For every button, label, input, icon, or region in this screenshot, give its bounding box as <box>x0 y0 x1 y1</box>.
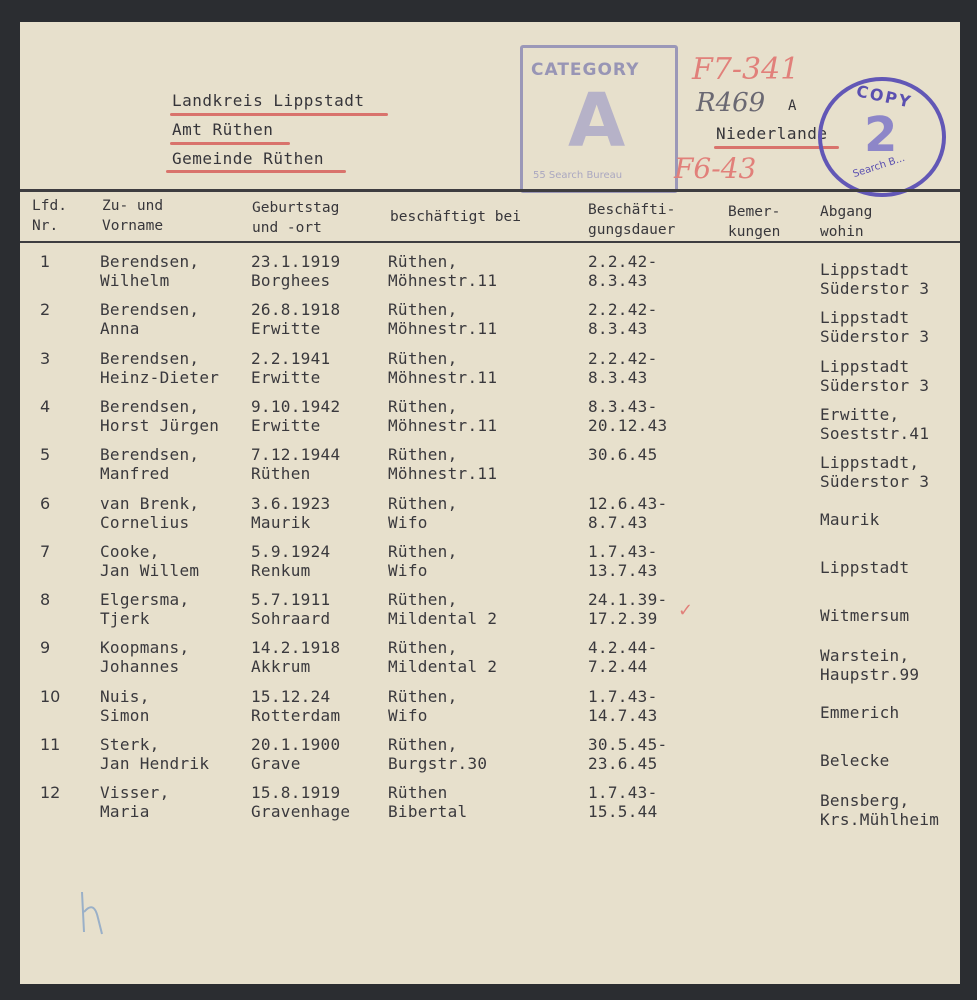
header-amt: Amt Rüthen <box>172 120 274 139</box>
stamp-category-label: CATEGORY <box>531 60 640 80</box>
cell-birth <box>251 783 350 821</box>
cell-destination <box>820 791 939 829</box>
column-header-duration: Beschäfti- gungsdauer <box>588 202 676 238</box>
cell-destination <box>820 646 919 684</box>
cell-destination <box>820 357 929 395</box>
cell-name <box>100 783 170 821</box>
cell-name-line: Simon <box>100 705 150 725</box>
cell-destination-line: Lippstadt <box>820 356 910 376</box>
cell-duration-line: 30.5.45- <box>588 735 668 754</box>
cell-birth-line: Akkrum <box>251 657 311 677</box>
pencil-mark-icon <box>76 888 110 938</box>
copy-stamp-digit: 2 <box>864 107 898 163</box>
cell-duration <box>588 252 658 290</box>
cell-birth <box>251 445 340 483</box>
cell-nr <box>40 638 50 657</box>
cell-name <box>100 300 199 338</box>
cell-name-line: Nuis, <box>100 686 150 706</box>
cell-name <box>100 397 219 435</box>
handwritten-code-bottom: F6-43 <box>674 152 757 185</box>
cell-destination-line: Lippstadt <box>820 308 910 328</box>
cell-duration <box>588 445 658 464</box>
cell-duration-line: 8.3.43 <box>588 319 648 339</box>
cell-destination-line: Haupstr.99 <box>820 665 920 685</box>
cell-employer-line: Rüthen, <box>388 445 458 465</box>
cell-duration <box>588 542 658 580</box>
cell-nr-line: 11 <box>40 735 61 754</box>
header-country: Niederlande <box>716 124 828 143</box>
cell-name-line: Johannes <box>100 657 180 677</box>
cell-birth-line: Borghees <box>251 271 331 290</box>
cell-birth-line: Erwitte <box>251 415 321 435</box>
cell-name-line: Maria <box>100 802 150 822</box>
cell-employer-line: Rüthen, <box>388 252 458 271</box>
cell-name <box>100 252 199 290</box>
cell-duration <box>588 590 667 628</box>
cell-nr <box>40 397 50 416</box>
cell-duration-line: 2.2.42- <box>588 252 658 271</box>
column-header-name: Zu- und Vorname <box>102 198 164 234</box>
cell-destination-line: Süderstor 3 <box>820 327 930 347</box>
cell-employer-line: Wifo <box>388 560 428 580</box>
cell-employer-line: Rüthen, <box>388 541 458 561</box>
cell-employer <box>388 397 497 435</box>
cell-name <box>100 590 189 628</box>
cell-destination <box>820 606 909 625</box>
cell-duration-line: 8.3.43 <box>588 367 648 387</box>
cell-duration-line: 20.12.43 <box>588 415 668 435</box>
header-gemeinde: Gemeinde Rüthen <box>172 149 324 168</box>
cell-employer <box>388 735 487 773</box>
cell-birth-line: 20.1.1900 <box>251 735 341 754</box>
cell-destination-line: Witmersum <box>820 606 910 626</box>
stamp-category-letter: A <box>568 78 626 164</box>
cell-birth-line: 14.2.1918 <box>251 638 341 658</box>
cell-name <box>100 542 199 580</box>
cell-employer-line: Rüthen, <box>388 735 458 754</box>
cell-employer-line: Möhnestr.11 <box>388 415 498 435</box>
header-underline <box>170 113 388 116</box>
cell-nr-line: 7 <box>40 541 51 561</box>
cell-employer-line: Rüthen, <box>388 686 458 706</box>
cell-destination-line: Lippstadt <box>820 557 910 577</box>
cell-birth-line: 7.12.1944 <box>251 445 341 465</box>
cell-destination-line: Belecke <box>820 751 890 770</box>
header-landkreis: Landkreis Lippstadt <box>172 91 365 110</box>
cell-employer-line: Rüthen <box>388 783 448 803</box>
cell-duration-line: 1.7.43- <box>588 541 658 561</box>
cell-birth-line: Sohraard <box>251 609 331 629</box>
cell-employer-line: Rüthen, <box>388 638 458 658</box>
cell-name-line: Sterk, <box>100 735 160 754</box>
cell-name <box>100 687 150 725</box>
cell-name <box>100 735 209 773</box>
cell-destination-line: Soeststr.41 <box>820 423 930 443</box>
cell-duration <box>588 638 658 676</box>
cell-birth <box>251 300 340 338</box>
check-mark-icon: ✓ <box>678 600 694 621</box>
cell-duration <box>588 300 658 338</box>
cell-birth <box>251 638 340 676</box>
column-header-destination: Abgang wohin <box>820 204 873 240</box>
cell-duration-line: 2.2.42- <box>588 300 658 320</box>
cell-name-line: Berendsen, <box>100 252 200 271</box>
cell-duration-line: 2.2.42- <box>588 348 658 368</box>
cell-birth-line: Renkum <box>251 560 311 580</box>
cell-destination-line: Süderstor 3 <box>820 472 930 492</box>
cell-destination-line: Lippstadt, <box>820 453 920 473</box>
cell-destination <box>820 751 890 770</box>
cell-duration-line: 15.5.44 <box>588 802 658 822</box>
cell-destination-line: Emmerich <box>820 702 900 722</box>
column-header-remarks: Bemer- kungen <box>728 204 781 240</box>
cell-employer <box>388 494 458 532</box>
cell-employer-line: Rüthen, <box>388 493 458 513</box>
cell-nr-line: 3 <box>40 348 51 368</box>
cell-name-line: Visser, <box>100 783 170 803</box>
cell-nr-line: 12 <box>40 783 61 803</box>
cell-birth <box>251 542 330 580</box>
cell-birth-line: 23.1.1919 <box>251 252 341 271</box>
cell-name-line: Heinz-Dieter <box>100 367 220 387</box>
cell-nr <box>40 783 60 802</box>
cell-destination-line: Süderstor 3 <box>820 375 930 395</box>
cell-name-line: Jan Willem <box>100 560 200 580</box>
cell-nr <box>40 494 50 513</box>
cell-employer <box>388 300 497 338</box>
cell-name <box>100 494 199 532</box>
cell-employer-line: Möhnestr.11 <box>388 367 498 387</box>
cell-nr <box>40 300 50 319</box>
cell-employer-line: Rüthen, <box>388 590 458 610</box>
cell-destination <box>820 308 929 346</box>
handwritten-code-top: F7-341 <box>692 52 800 87</box>
cell-nr <box>40 349 50 368</box>
cell-name-line: Wilhelm <box>100 271 170 290</box>
cell-destination-line: Lippstadt <box>820 260 910 279</box>
cell-duration <box>588 397 667 435</box>
copy-stamp <box>818 77 946 197</box>
cell-duration-line: 8.7.43 <box>588 512 648 532</box>
cell-birth-line: Maurik <box>251 512 311 532</box>
cell-employer-line: Bibertal <box>388 802 468 822</box>
cell-birth <box>251 735 340 773</box>
cell-name-line: Berendsen, <box>100 445 200 465</box>
cell-name-line: Anna <box>100 319 140 339</box>
cell-birth-line: 2.2.1941 <box>251 348 331 368</box>
cell-employer-line: Mildental 2 <box>388 609 498 629</box>
cell-nr-line: 9 <box>40 638 51 658</box>
copy-stamp-footer: Search B... <box>851 152 907 181</box>
copy-stamp-label: COPY <box>854 81 915 112</box>
cell-name-line: Cooke, <box>100 541 160 561</box>
cell-duration-line: 1.7.43- <box>588 686 658 706</box>
cell-birth-line: 3.6.1923 <box>251 493 331 513</box>
table-top-rule <box>20 189 960 192</box>
cell-name-line: Berendsen, <box>100 300 200 320</box>
cell-name-line: Berendsen, <box>100 396 200 416</box>
cell-duration <box>588 687 658 725</box>
cell-nr <box>40 542 50 561</box>
cell-name-line: Elgersma, <box>100 590 190 610</box>
document-page <box>20 22 960 984</box>
cell-employer <box>388 687 458 725</box>
cell-destination-line: Warstein, <box>820 646 910 666</box>
cell-duration <box>588 494 667 532</box>
cell-nr-line: 10 <box>40 686 61 706</box>
cell-birth-line: Gravenhage <box>251 802 351 822</box>
cell-employer <box>388 542 458 580</box>
cell-duration-line: 7.2.44 <box>588 657 648 677</box>
column-header-employer: beschäftigt bei <box>390 209 521 225</box>
cell-employer-line: Mildental 2 <box>388 657 498 677</box>
cell-destination <box>820 260 929 298</box>
cell-duration-line: 4.2.44- <box>588 638 658 658</box>
cell-duration-line: 13.7.43 <box>588 560 658 580</box>
cell-destination <box>820 453 929 491</box>
cell-birth-line: Erwitte <box>251 319 321 339</box>
cell-name-line: Horst Jürgen <box>100 415 220 435</box>
table-header-rule <box>20 241 960 243</box>
cell-employer-line: Rüthen, <box>388 348 458 368</box>
cell-birth-line: Rotterdam <box>251 705 341 725</box>
cell-birth <box>251 397 340 435</box>
cell-employer-line: Burgstr.30 <box>388 754 488 773</box>
cell-nr-line: 4 <box>40 396 51 416</box>
cell-nr <box>40 445 50 464</box>
stamp-category-footer: 55 Search Bureau <box>533 170 623 181</box>
cell-nr-line: 8 <box>40 590 51 610</box>
cell-nr-line: 6 <box>40 493 51 513</box>
cell-employer <box>388 590 497 628</box>
cell-birth-line: 26.8.1918 <box>251 300 341 320</box>
cell-employer <box>388 349 497 387</box>
cell-name-line: Berendsen, <box>100 348 200 368</box>
cell-duration-line: 8.3.43- <box>588 396 658 416</box>
handwritten-code-mid: R469 <box>696 88 766 118</box>
column-header-nr: Lfd. Nr. <box>32 198 67 234</box>
cell-name <box>100 349 219 387</box>
cell-birth-line: 5.9.1924 <box>251 541 331 561</box>
cell-employer <box>388 445 497 483</box>
cell-birth <box>251 590 330 628</box>
cell-employer-line: Wifo <box>388 705 428 725</box>
cell-duration-line: 24.1.39- <box>588 590 668 610</box>
cell-destination <box>820 558 909 577</box>
cell-destination <box>820 510 880 529</box>
cell-destination-line: Krs.Mühlheim <box>820 810 940 830</box>
cell-name-line: van Brenk, <box>100 493 200 513</box>
cell-duration-line: 30.6.45 <box>588 445 658 465</box>
cell-nr <box>40 735 60 754</box>
cell-duration-line: 14.7.43 <box>588 705 658 725</box>
cell-nr <box>40 687 60 706</box>
cell-birth-line: 15.12.24 <box>251 686 331 706</box>
cell-nr-line: 5 <box>40 445 51 465</box>
cell-birth <box>251 687 340 725</box>
cell-duration-line: 23.6.45 <box>588 754 658 773</box>
cell-nr <box>40 252 50 271</box>
cell-nr <box>40 590 50 609</box>
cell-name-line: Cornelius <box>100 512 190 532</box>
cell-nr-line: 2 <box>40 300 51 320</box>
cell-birth-line: 5.7.1911 <box>251 590 331 610</box>
cell-name-line: Manfred <box>100 464 170 484</box>
column-header-birth: Geburtstag und -ort <box>252 200 340 236</box>
header-underline <box>166 170 346 173</box>
cell-destination-line: Erwitte, <box>820 404 900 424</box>
cell-duration-line: 1.7.43- <box>588 783 658 803</box>
cell-nr-line: 1 <box>40 252 51 271</box>
cell-birth <box>251 252 340 290</box>
cell-employer-line: Möhnestr.11 <box>388 464 498 484</box>
cell-birth <box>251 349 330 387</box>
handwritten-code-a: A <box>788 98 797 114</box>
cell-employer-line: Wifo <box>388 512 428 532</box>
cell-employer <box>388 638 497 676</box>
cell-birth-line: 9.10.1942 <box>251 396 341 416</box>
cell-birth-line: 15.8.1919 <box>251 783 341 803</box>
cell-employer <box>388 252 497 290</box>
cell-name-line: Tjerk <box>100 609 150 629</box>
cell-employer-line: Möhnestr.11 <box>388 319 498 339</box>
cell-birth <box>251 494 330 532</box>
cell-destination <box>820 703 899 722</box>
cell-duration-line: 8.3.43 <box>588 271 648 290</box>
cell-birth-line: Rüthen <box>251 464 311 484</box>
cell-employer-line: Rüthen, <box>388 396 458 416</box>
cell-duration-line: 17.2.39 <box>588 609 658 629</box>
cell-destination-line: Süderstor 3 <box>820 279 930 298</box>
cell-employer-line: Rüthen, <box>388 300 458 320</box>
cell-duration <box>588 783 658 821</box>
cell-name-line: Koopmans, <box>100 638 190 658</box>
header-underline <box>170 142 290 145</box>
cell-birth-line: Erwitte <box>251 367 321 387</box>
cell-name <box>100 445 199 483</box>
cell-duration <box>588 349 658 387</box>
cell-duration-line: 12.6.43- <box>588 493 668 513</box>
cell-employer-line: Möhnestr.11 <box>388 271 498 290</box>
category-stamp <box>520 45 678 193</box>
cell-name <box>100 638 189 676</box>
cell-duration <box>588 735 667 773</box>
cell-destination-line: Bensberg, <box>820 791 910 811</box>
cell-birth-line: Grave <box>251 754 301 773</box>
cell-name-line: Jan Hendrik <box>100 754 210 773</box>
cell-destination-line: Maurik <box>820 509 880 529</box>
cell-employer <box>388 783 467 821</box>
cell-destination <box>820 405 929 443</box>
